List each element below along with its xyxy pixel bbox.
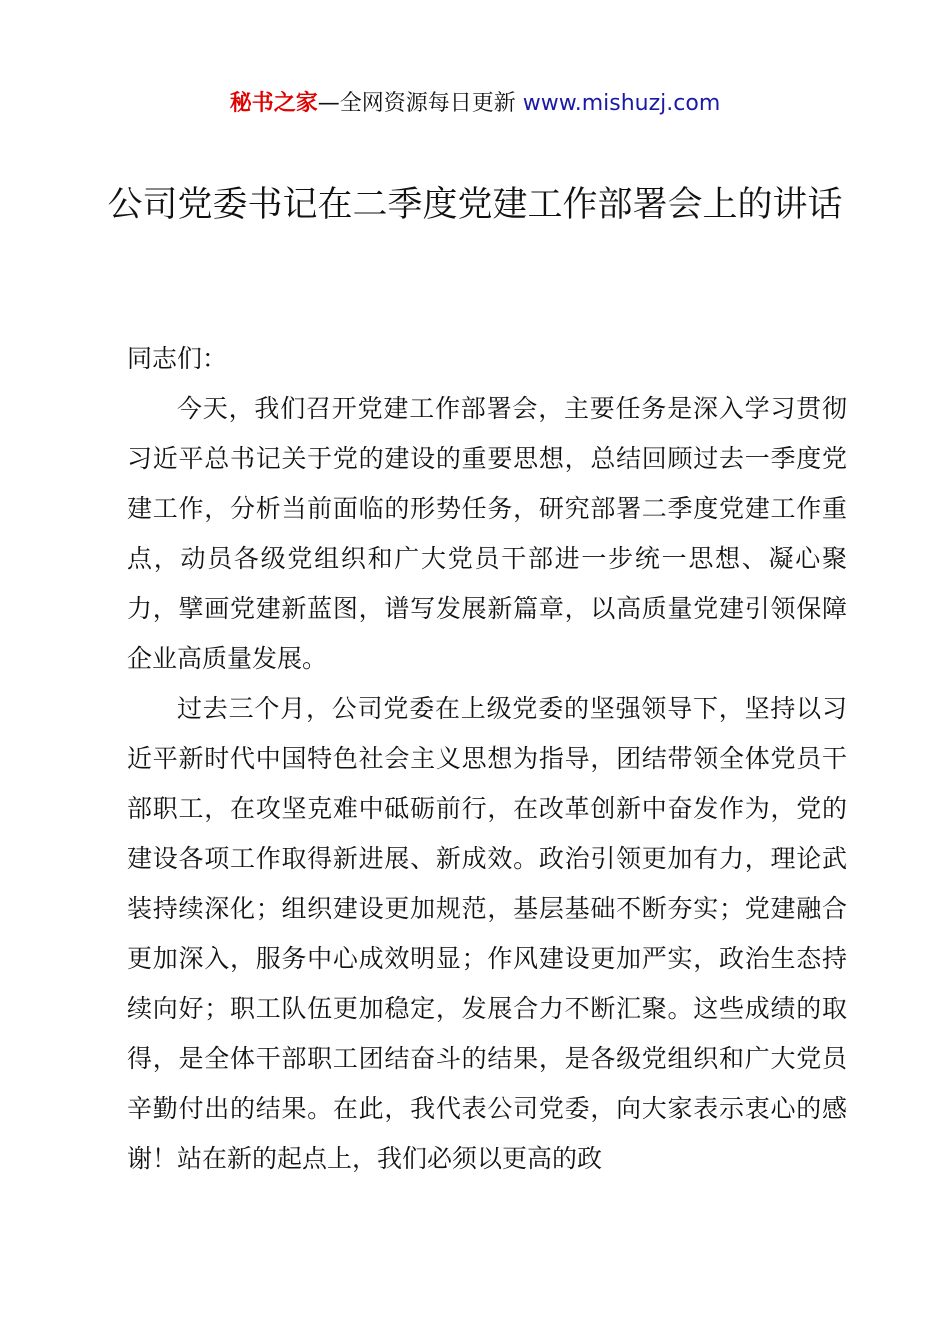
document-title: 公司党委书记在二季度党建工作部署会上的讲话 [107, 185, 843, 225]
paragraph-2: 过去三个月，公司党委在上级党委的坚强领导下，坚持以习近平新时代中国特色社会主义思想为指导，团结带领全体党员干部职工，在攻坚克难中砥砺前行，在改革创新中奋发作为，党的建设各项工作取得新进展、新成效。政治引领更加有力，理论武装持续深化；组织建设更加规范，基层基础不断夯实；党建融合更加深入，服务中心成效明显；作风建设更加严实，政治生态持续向好；职工队伍更加稳定，发展合力不断汇聚。这些成绩的取得，是全体干部职工团结奋斗的结果，是各级党组织和广大党员辛勤付出的结果。在此，我代表公司党委，向大家表示衷心的感谢！站在新的起点上，我们必须以更高的政 [127, 694, 847, 1173]
site-brand: 秘书之家 [229, 91, 318, 116]
document-body [127, 334, 847, 1184]
site-tagline: —全网资源每日更新 [317, 91, 516, 116]
site-header [0, 88, 950, 120]
paragraph-1: 今天，我们召开党建工作部署会，主要任务是深入学习贯彻习近平总书记关于党的建设的重要思想，总结回顾过去一季度党建工作，分析当前面临的形势任务，研究部署二季度党建工作重点，动员各级党组织和广大党员干部进一步统一思想、凝心聚力，擘画党建新蓝图，谱写发展新篇章，以高质量党建引领保障企业高质量发展。 [127, 394, 847, 673]
salutation: 同志们： [127, 344, 228, 373]
site-url-link[interactable]: www.mishuzj.com [522, 91, 721, 116]
